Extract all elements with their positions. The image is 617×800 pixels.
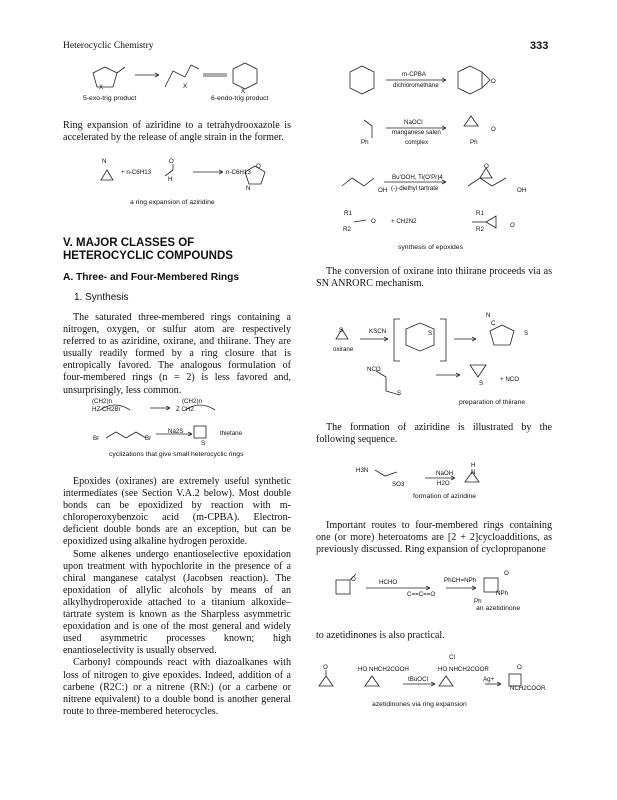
atom-n-2: N xyxy=(246,185,251,192)
label-o-azet2: O xyxy=(517,664,522,671)
r2-left: R2 xyxy=(343,226,351,233)
paragraphs-epoxides xyxy=(63,476,291,718)
reagent-dichloromethane: dichloromethane xyxy=(393,82,439,89)
paragraph-epoxides: Epoxides (oxiranes) are extremely useful synthetic intermediates (see Section V.A.2 below). Most double bonds can be epoxidized by reaction with m-chloroperoxybenzoic acid (m-CPBA). Electron-deficient double bonds are an exception, but can be epoxidized using alkaline hydrogen peroxide. xyxy=(63,476,291,548)
ph-right: Ph xyxy=(470,139,478,146)
cyclohexene-ring xyxy=(350,66,374,94)
atom-o-2: O xyxy=(256,163,261,170)
atom-o-1: O xyxy=(169,158,174,165)
subsection-heading: A. Three- and Four-Membered Rings xyxy=(63,272,240,283)
label-5-exo: 5-exo-trig product xyxy=(83,95,137,102)
atom-n: N xyxy=(102,158,107,165)
br-right: Br xyxy=(145,435,152,442)
paragraph-azetidinones: to azetidinones is also practical. xyxy=(316,630,445,641)
scheme-aziridine-expansion xyxy=(95,158,275,198)
atom-o-epox4: O xyxy=(510,222,515,229)
label-o-oxetane: O xyxy=(351,576,356,583)
paragraph-anrorc: The conversion of oxirane into thiirane proceeds via as SN ANRORC mechanism. xyxy=(316,266,552,290)
cyclic-intermediate xyxy=(490,325,514,345)
atom-s: S xyxy=(201,440,206,447)
label-oxirane: oxirane xyxy=(333,346,354,353)
atom-s-4: S xyxy=(479,380,484,387)
label-product-ester: NCH2COOR xyxy=(510,685,546,692)
atom-n-thia: N xyxy=(486,312,491,319)
atom-h-azir: H xyxy=(471,462,476,469)
caption-aziridine-expansion: a ring expansion of aziridine xyxy=(130,199,215,206)
oh-right: OH xyxy=(517,187,527,194)
paragraph-aziridine-formation: The formation of aziridine is illustrated by the following sequence. xyxy=(316,422,552,446)
label-nph: NPh xyxy=(496,590,509,597)
thietane-ring xyxy=(194,426,206,438)
cyclohexane-ring xyxy=(233,63,257,89)
label-ph: Ph xyxy=(474,598,482,605)
label-thietane: thietane xyxy=(220,430,243,437)
label-o-cyclopropanone: O xyxy=(323,664,328,671)
chain-left: (CH2)n xyxy=(92,398,112,405)
atom-x-2: X xyxy=(183,83,188,90)
label-nco-1: NCO xyxy=(367,366,381,373)
atom-h: H xyxy=(168,176,173,183)
page-number: 333 xyxy=(530,40,549,52)
ph-left: Ph xyxy=(361,139,369,146)
intermediate-ring xyxy=(406,323,434,351)
atom-o-epox1: O xyxy=(491,78,496,85)
reagent-hexyl: + n-C6H13 xyxy=(121,169,152,176)
oxirane-o: S xyxy=(339,327,344,334)
label-nco-2: + NCO xyxy=(500,376,520,383)
paragraph-carbonyl: Carbonyl compounds react with diazoalkanes with loss of nitrogen to give epoxides. Indeed, addition of a carbene (R2C:) or a nitrene (RN:) (or a carbene or nitrene equivalent) to a double bond is another general route to three-membered heterocycles. xyxy=(63,657,291,717)
caption-azetidinone: an azetidinone xyxy=(476,605,521,612)
label-so3: SO3 xyxy=(392,481,405,488)
oh-left: OH xyxy=(378,187,388,194)
reagent-tbhp: Bu'OOH, Ti(O'Pr)4 xyxy=(392,174,443,181)
cyclopropane-ring-2 xyxy=(439,676,453,686)
paragraph-four-membered: Important routes to four-membered rings containing one (or more) heteroatoms are [2 + 2]cycloadditions, as previously discussed. Ring expansion of cyclopropanone xyxy=(316,520,552,556)
scheme-ring-expansion xyxy=(315,656,555,702)
ends-right: Z CH2 xyxy=(176,406,194,413)
reagent-naocl: NaOCl xyxy=(404,119,423,126)
ends-left: HZ CH2Br xyxy=(92,406,121,413)
scheme-ring-closure xyxy=(85,57,285,97)
label-hydroxy-ester: HO NHCH2COOR xyxy=(438,666,489,673)
epoxide-ring-2 xyxy=(464,116,478,126)
cyclopropane-ring-1 xyxy=(365,676,379,686)
caption-ring-expansion: azetidinones via ring expansion xyxy=(372,701,467,708)
thiirane-ring xyxy=(470,365,486,377)
atom-s-1: S xyxy=(428,330,433,337)
atom-x-1: X xyxy=(99,84,104,91)
atom-x-3: X xyxy=(241,88,246,95)
atom-o-epox3: O xyxy=(484,163,489,170)
label-cl: Cl xyxy=(449,654,455,661)
scheme-epoxide-synthesis xyxy=(320,60,560,240)
paragraph-jacobsen: Some alkenes undergo enantioselective epoxidation upon treatment with hypochlorite in the presence of a chiral manganese catalyst (Jacobsen reaction). The epoxidation of allylic alcohols by means of an alkylhydroperoxide attached to a titanium alkoxide–tartrate system is known as the Sharpless asymmetric epoxidation and is one of the most general and widely used asymmetric processes known; high enantioselectivity is usually observed. xyxy=(63,548,291,657)
caption-aziridine-formation: formation of aziridine xyxy=(413,493,477,500)
paragraph-small-rings: The saturated three-membered rings containing a nitrogen, oxygen, or sulfur atom are respectively referred to as aziridine, oxirane, and thiirane. They are usually readily formed by a ring closure that is entropically favored. The analogous formulation of four-membered rings (n = 2) is less favored and, unsurprisingly, less common. xyxy=(63,312,291,396)
label-h3n: H3N xyxy=(356,467,369,474)
reagent-naoh: NaOH xyxy=(436,470,454,477)
atom-c-thia: C xyxy=(491,320,496,327)
caption-thiirane: preparation of thiirane xyxy=(459,399,526,406)
reagent-kscn: KSCN xyxy=(369,328,387,335)
running-title: Heterocyclic Chemistry xyxy=(63,41,154,51)
label-6-endo: 6-endo-trig product xyxy=(211,95,269,102)
r1-right: R1 xyxy=(476,210,484,217)
product-hexyl: n-C6H13 xyxy=(226,169,251,176)
label-o-azet: O xyxy=(504,570,509,577)
reagent-diazomethane: + CH2N2 xyxy=(391,218,417,225)
reagent-imine: PhCH=NPh xyxy=(444,577,477,584)
reagent-hcho: HCHO xyxy=(379,579,398,586)
reagent-complex: complex xyxy=(405,139,429,146)
subsubsection-heading: 1. Synthesis xyxy=(74,292,129,303)
paragraph-ring-expansion: Ring expansion of aziridine to a tetrahydrooxazole is accelerated by the release of angle strain in the former. xyxy=(63,120,291,144)
reagent-salen: manganese salen xyxy=(392,129,441,136)
atom-s-3: S xyxy=(397,390,402,397)
scheme-thiirane xyxy=(330,303,550,403)
cyclopentane-ring xyxy=(93,67,117,87)
reagent-mcpba: m-CPBA xyxy=(402,71,427,78)
carbonyl-o: O xyxy=(371,218,376,225)
reagent-na2s: Na2S xyxy=(168,428,184,435)
label-hydroxy-acid: HO NHCH2COOH xyxy=(358,666,409,673)
r1-left: R1 xyxy=(344,210,352,217)
cyclohexane-oxide-ring xyxy=(458,66,482,94)
atom-o-epox2: O xyxy=(491,126,496,133)
reagent-h2o: H2O xyxy=(437,480,450,487)
scheme-aziridine-formation xyxy=(355,458,505,498)
label-ketene: C==C==O xyxy=(407,591,436,598)
atom-n-azir: N xyxy=(471,469,476,476)
caption-cyclizations: cyclizations that give small heterocyclic rings xyxy=(109,451,244,458)
r2-right: R2 xyxy=(476,226,484,233)
section-heading: V. MAJOR CLASSES OF HETEROCYCLIC COMPOUNDS xyxy=(63,237,233,262)
reagent-tartrate: (-)-diethyl tartrate xyxy=(391,185,439,192)
reagent-ag: Ag+ xyxy=(483,676,495,683)
oxetanone-ring xyxy=(336,580,350,594)
chain-right: (CH2)n xyxy=(182,398,202,405)
reagent-tbuocl: tBuOCl xyxy=(408,676,428,683)
br-left: Br xyxy=(93,435,100,442)
cyclopropanone-ring xyxy=(319,676,333,686)
caption-epoxides: synthesis of epoxides xyxy=(398,244,463,251)
aziridine-ring xyxy=(101,170,113,180)
atom-s-2: S xyxy=(524,330,529,337)
